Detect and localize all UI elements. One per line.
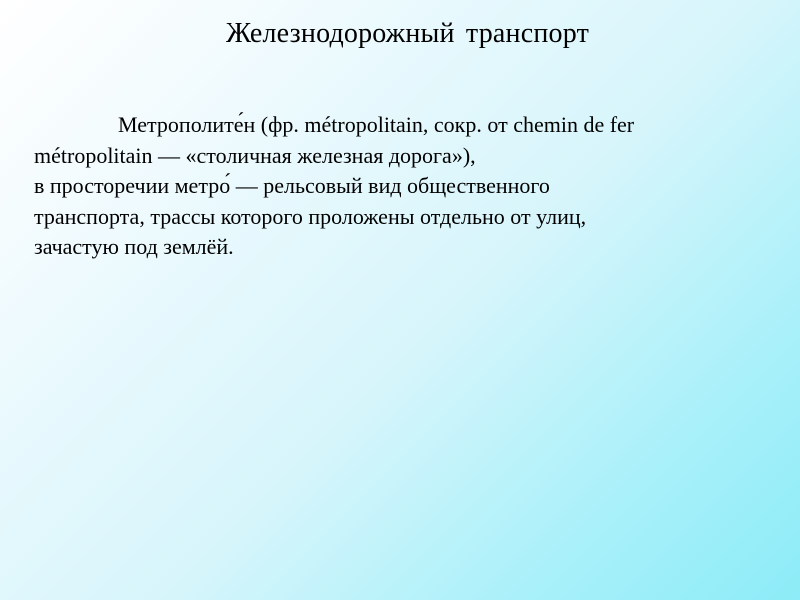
slide-title: Железнодорожный транспорт bbox=[225, 18, 590, 49]
body-line: в просторечии метро́ — рельсовый вид общественного bbox=[34, 173, 550, 198]
slide-body-text bbox=[34, 110, 764, 263]
body-line: транспорта, трассы которого проложены отдельно от улиц, bbox=[34, 203, 587, 229]
body-line: зачастую под землёй. bbox=[34, 234, 234, 259]
body-line: métropolitain — «столичная железная дорога»), bbox=[34, 142, 476, 168]
body-line: Метрополите́н (фр. métropolitain, сокр. от chemin de fer bbox=[118, 112, 635, 137]
